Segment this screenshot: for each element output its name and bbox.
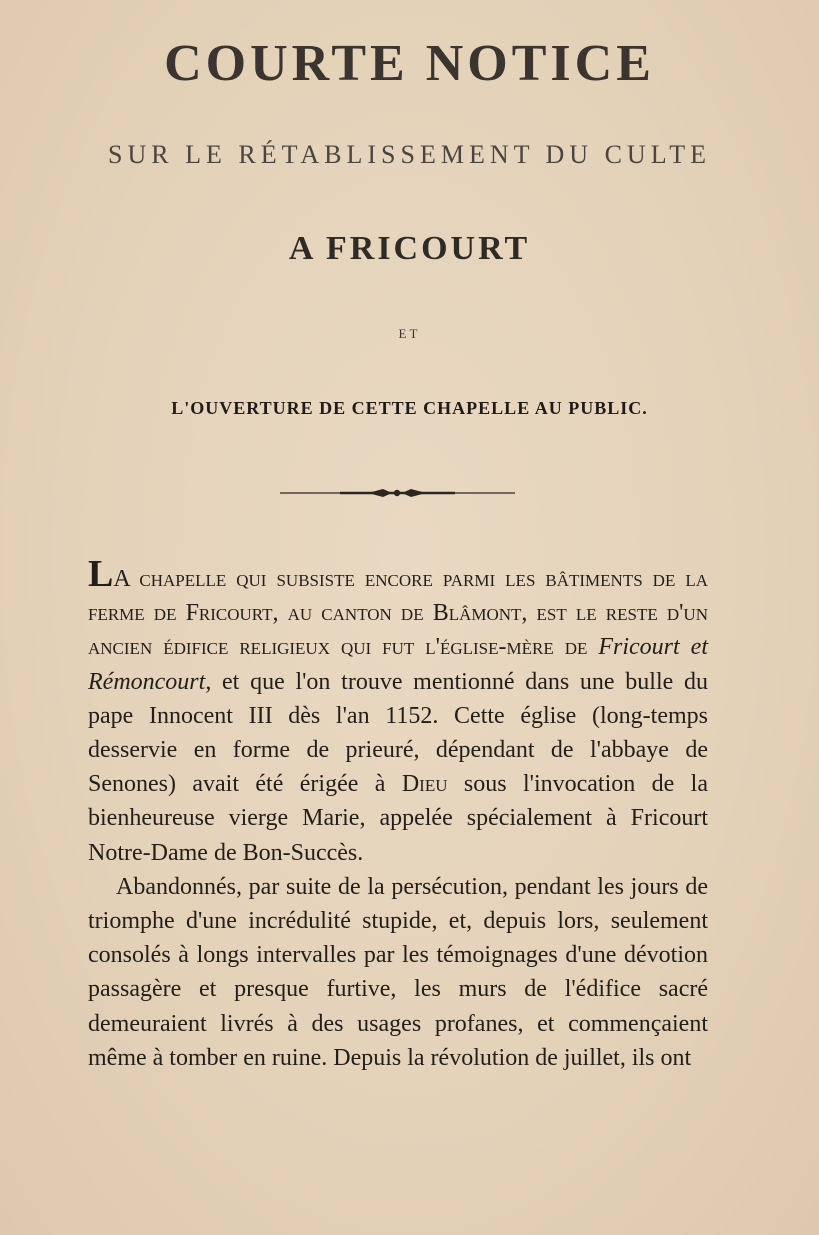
paragraph-2: Abandonnés, par suite de la persécution, pendant les jours de triomphe d'une incrédulité stupide, et, depuis lors, seulement consolés à longs intervalles par les témoignages d'une dévotion passagère et presque furtive, les murs de l'édifice sacré demeuraient livrés à des usages profanes, et commençaient même à tomber en ruine. Depuis la révolution de juillet, ils ont [88, 873, 708, 1071]
paragraph-1-smallcaps: Dieu [401, 771, 448, 798]
notice-place: A FRICOURT [288, 230, 531, 267]
body-text [88, 553, 708, 1075]
notice-subject-line: L'OUVERTURE DE CETTE CHAPELLE AU PUBLIC. [171, 398, 648, 418]
paragraph-1 [88, 553, 708, 870]
paragraph-1-text-b: , et que l'on trouve mentionné dans une bulle du pape Innocent III dès l'an 1152. Cette église (long-temps desservie en forme de prieuré, dépendant de l'abbaye de Senones) avait été érigée à [88, 668, 708, 798]
notice-title: COURTE NOTICE [164, 35, 655, 92]
paragraph-1-text-c: sous l'invocation de la bienheureuse vierge Marie, appelée spécialement à Fricourt Notre-Dame de Bon-Succès. [88, 771, 708, 866]
notice-conjunction: ET [398, 326, 421, 341]
notice-subtitle: SUR LE RÉTABLISSEMENT DU CULTE [108, 140, 711, 169]
drop-cap: L [88, 553, 114, 595]
paragraph-1-italic: Fricourt et Rémoncourt [88, 634, 708, 695]
ornament-rule [280, 485, 515, 501]
paragraph-1-text-a: A chapelle qui subsiste encore parmi les bâtiments de la ferme de Fricourt, au canton de Blâmont, est le reste d'un ancien édifice religieux qui fut l'église-mère de [88, 566, 708, 661]
